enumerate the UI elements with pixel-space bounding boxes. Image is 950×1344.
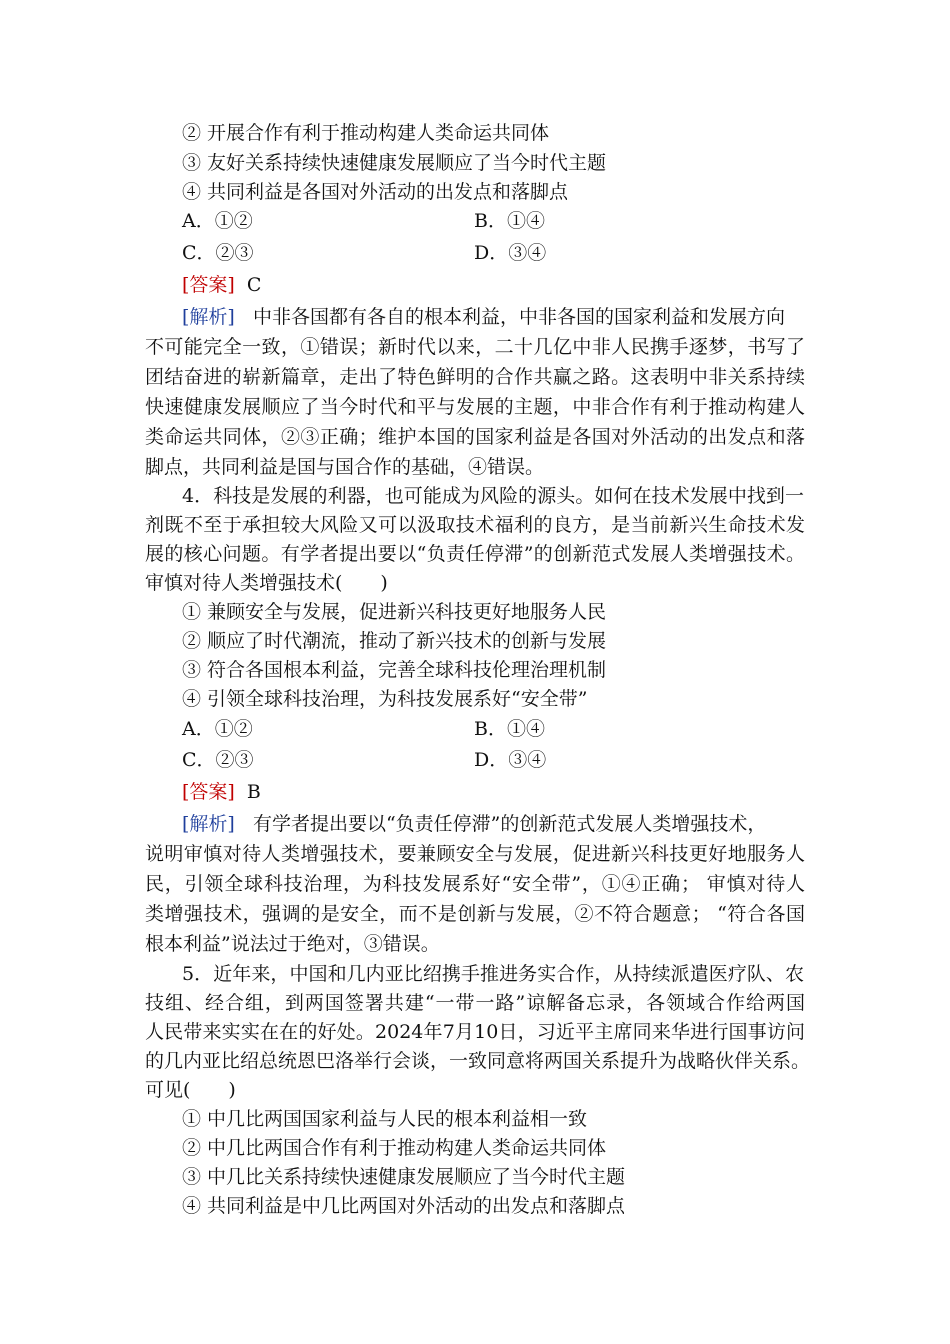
q4-answer xyxy=(182,779,261,805)
q4-stem-line-1: 4．科技是发展的利器，也可能成为风险的源头。如何在技术发展中找到一 xyxy=(182,485,804,507)
analysis-tag: [解析] xyxy=(182,813,235,835)
q4-stem-line-2: 剂既不至于承担较大风险又可以汲取技术福利的良方，是当前新兴生命技术发 xyxy=(145,514,805,536)
q3-analysis-line-5: 类命运共同体，②③正确；维护本国的国家利益是各国对外活动的出发点和落 xyxy=(145,426,805,448)
q5-statement-4: ④ 共同利益是中几比两国对外活动的出发点和落脚点 xyxy=(182,1195,626,1217)
q5-stem-line-1: 5．近年来，中国和几内亚比绍携手推进务实合作，从持续派遣医疗队、农 xyxy=(182,963,804,985)
analysis-tag: [解析] xyxy=(182,306,235,328)
q4-analysis-line-1 xyxy=(182,811,766,837)
q4-analysis-line-2: 说明审慎对待人类增强技术，要兼顾安全与发展，促进新兴科技更好地服务人 xyxy=(145,843,805,865)
q3-statement-3: ③ 友好关系持续快速健康发展顺应了当今时代主题 xyxy=(182,152,607,174)
q3-option-d: D．③④ xyxy=(474,242,547,264)
q4-stem-line-3: 展的核心问题。有学者提出要以“负责任停滞”的创新范式发展人类增强技术。 xyxy=(145,543,805,565)
q4-statement-2: ② 顺应了时代潮流，推动了新兴技术的创新与发展 xyxy=(182,630,607,652)
q5-statement-1: ① 中几比两国国家利益与人民的根本利益相一致 xyxy=(182,1108,588,1130)
q3-answer xyxy=(182,272,261,298)
q3-statement-4: ④ 共同利益是各国对外活动的出发点和落脚点 xyxy=(182,181,569,203)
q4-statement-1: ① 兼顾安全与发展，促进新兴科技更好地服务人民 xyxy=(182,601,607,623)
q3-analysis-line-6: 脚点，共同利益是国与国合作的基础，④错误。 xyxy=(145,456,545,478)
q4-stem-line-4: 审慎对待人类增强技术( ) xyxy=(145,572,388,594)
q5-statement-2: ② 中几比两国合作有利于推动构建人类命运共同体 xyxy=(182,1137,607,1159)
q5-statement-3: ③ 中几比关系持续快速健康发展顺应了当今时代主题 xyxy=(182,1166,626,1188)
q4-statement-3: ③ 符合各国根本利益，完善全球科技伦理治理机制 xyxy=(182,659,607,681)
q4-statement-4: ④ 引领全球科技治理，为科技发展系好“安全带” xyxy=(182,688,588,710)
analysis-text: 有学者提出要以“负责任停滞”的创新范式发展人类增强技术， xyxy=(252,813,767,835)
q3-analysis-line-4: 快速健康发展顺应了当今时代和平与发展的主题，中非合作有利于推动构建人 xyxy=(145,396,805,418)
analysis-text: 中非各国都有各自的根本利益，中非各国的国家利益和发展方向 xyxy=(252,306,785,328)
q4-option-d: D．③④ xyxy=(474,749,547,771)
q3-option-b: B．①④ xyxy=(474,210,545,232)
q4-analysis-line-5: 根本利益”说法过于绝对，③错误。 xyxy=(145,933,440,955)
q5-stem-line-3: 人民带来实实在在的好处。2024年7月10日，习近平主席同来华进行国事访问 xyxy=(145,1021,805,1043)
q3-statement-2: ② 开展合作有利于推动构建人类命运共同体 xyxy=(182,122,550,144)
q5-stem-line-4: 的几内亚比绍总统恩巴洛举行会谈，一致同意将两国关系提升为战略伙伴关系。 xyxy=(145,1050,811,1072)
q3-analysis-line-3: 团结奋进的崭新篇章，走出了特色鲜明的合作共赢之路。这表明中非关系持续 xyxy=(145,366,805,388)
q4-analysis-line-4: 类增强技术，强调的是安全，而不是创新与发展，②不符合题意； “符合各国 xyxy=(145,903,805,925)
q5-stem-line-2: 技组、经合组，到两国签署共建“一带一路”谅解备忘录，各领域合作给两国 xyxy=(145,992,805,1014)
q4-option-b: B．①④ xyxy=(474,718,545,740)
q3-analysis-line-1 xyxy=(182,304,785,330)
q3-option-c: C．②③ xyxy=(182,242,254,264)
q4-option-a: A．①② xyxy=(182,718,253,740)
answer-tag: [答案] xyxy=(182,781,235,803)
answer-value: C xyxy=(246,274,262,296)
answer-tag: [答案] xyxy=(182,274,235,296)
q5-stem-line-5: 可见( ) xyxy=(145,1079,236,1101)
q3-analysis-line-2: 不可能完全一致，①错误；新时代以来，二十几亿中非人民携手逐梦，书写了 xyxy=(145,336,805,358)
answer-value: B xyxy=(246,781,261,803)
q3-option-a: A．①② xyxy=(182,210,253,232)
q4-analysis-line-3: 民，引领全球科技治理，为科技发展系好“安全带”，①④正确； 审慎对待人 xyxy=(145,873,805,895)
q4-option-c: C．②③ xyxy=(182,749,254,771)
